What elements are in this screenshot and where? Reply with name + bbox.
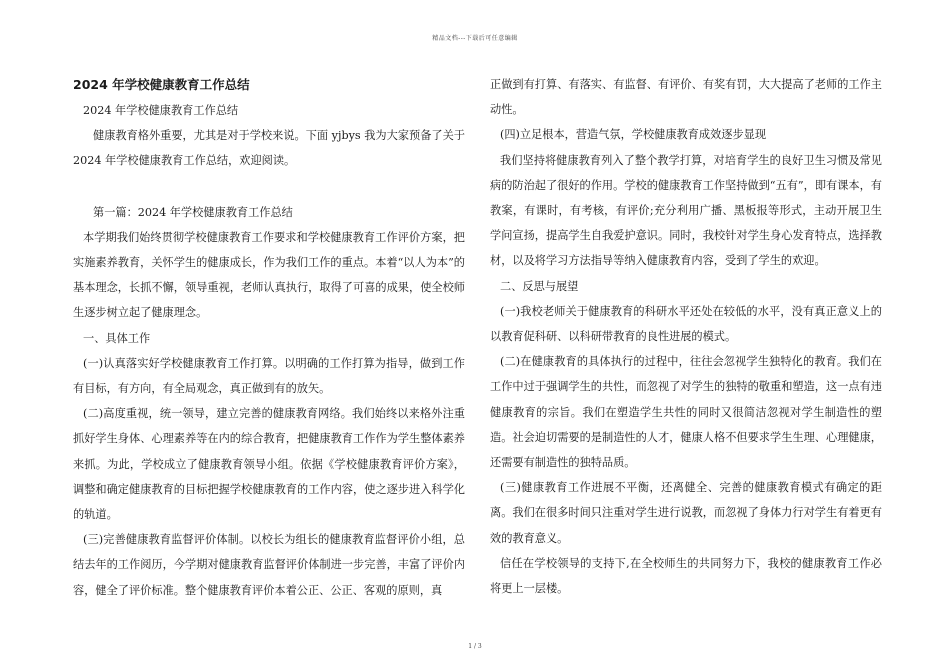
list-item: (一)我校老师关于健康教育的科研水平还处在较低的水平，没有真正意义上的以教育促科研、以科研带教育的良性进展的模式。 bbox=[490, 304, 882, 344]
list-item: (三)健康教育工作进展不平衡，还离健全、完善的健康教育模式有确定的距离。我们在很多时间只注重对学生进行说教，而忽视了身体力行对学生有着更有效的教育意义。 bbox=[490, 481, 882, 545]
list-item: (二)在健康教育的具体执行的过程中，往往会忽视学生独特化的教育。我们在工作中过于强调学生的共性，而忽视了对学生的独特的敬重和塑造，这一点有违健康教育的宗旨。我们在塑造学生共性的同时又很简洁忽视对学生制造性的塑造。社会迫切需要的是制造性的人才，健康人格不但要求学生生理、心理健康，还需要有制造性的独特品质。 bbox=[490, 355, 882, 470]
document-subtitle: 2024 年学校健康教育工作总结 bbox=[83, 104, 239, 117]
list-item: (四)立足根本，营造气氛，学校健康教育成效逐步显现 bbox=[500, 128, 767, 142]
left-column bbox=[73, 72, 465, 603]
closing-paragraph: 信任在学校领导的支持下,在全校师生的共同努力下，我校的健康教育工作必将更上一层楼。 bbox=[490, 556, 882, 596]
list-item: (三)完善健康教育监督评价体制。以校长为组长的健康教育监督评价小组，总结去年的工作阅历，今学期对健康教育监督评价体制进一步完善，丰富了评价内容，健全了评价标准。整个健康教育评价本着公正、公正、客观的原则，真 bbox=[73, 533, 465, 597]
list-item: (二)高度重视，统一领导，建立完善的健康教育网络。我们始终以来格外注重抓好学生身体、心理素养等在内的综合教育，把健康教育工作作为学生整体素养来抓。为此，学校成立了健康教育领导小组。依据《学校健康教育评价方案》，调整和确定健康教育的目标把握学校健康教育的工作内容，使之逐步进入科学化的轨道。 bbox=[73, 407, 465, 522]
list-item: (一)认真落实好学校健康教育工作打算。以明确的工作打算为指导，做到工作有目标，有方向，有全局观念，真正做到有的放矢。 bbox=[73, 356, 465, 396]
page-number: 1 / 3 bbox=[468, 643, 482, 650]
section-heading-first: 第一篇：2024 年学校健康教育工作总结 bbox=[93, 205, 293, 219]
document-title: 2024 年学校健康教育工作总结 bbox=[73, 77, 250, 92]
body-paragraph: 本学期我们始终贯彻学校健康教育工作要求和学校健康教育工作评价方案，把实施素养教育，关怀学生的健康成长，作为我们工作的重点。本着“以人为本”的基本理念，长抓不懈，领导重视，老师认真执行，取得了可喜的成果，使全校师生逐步树立起了健康理念。 bbox=[73, 230, 465, 320]
heading-specific-work: 一、具体工作 bbox=[83, 331, 151, 345]
spacer bbox=[73, 174, 465, 200]
heading-reflection: 二、反思与展望 bbox=[500, 279, 579, 293]
page-header-watermark: 精品文档---下载后可任意编辑 bbox=[432, 35, 518, 42]
continued-paragraph: 正做到有打算、有落实、有监督、有评价、有奖有罚，大大提高了老师的工作主动性。 bbox=[490, 78, 882, 117]
right-column bbox=[490, 72, 882, 601]
intro-paragraph: 健康教育格外重要，尤其是对于学校来说。下面 yjbys 我为大家预备了关于 2024 年学校健康教育工作总结，欢迎阅读。 bbox=[73, 129, 465, 168]
body-paragraph: 我们坚持将健康教育列入了整个教学打算，对培育学生的良好卫生习惯及常见病的防治起了很好的作用。学校的健康教育工作坚持做到“五有”，即有课本，有教案，有课时，有考核，有评价;充分利用广播、黑板报等形式，主动开展卫生学问宣扬，提高学生自我爱护意识。同时，我校针对学生身心发育特点，选择教材，以及将学习方法指导等纳入健康教育内容，受到了学生的欢迎。 bbox=[490, 153, 882, 268]
